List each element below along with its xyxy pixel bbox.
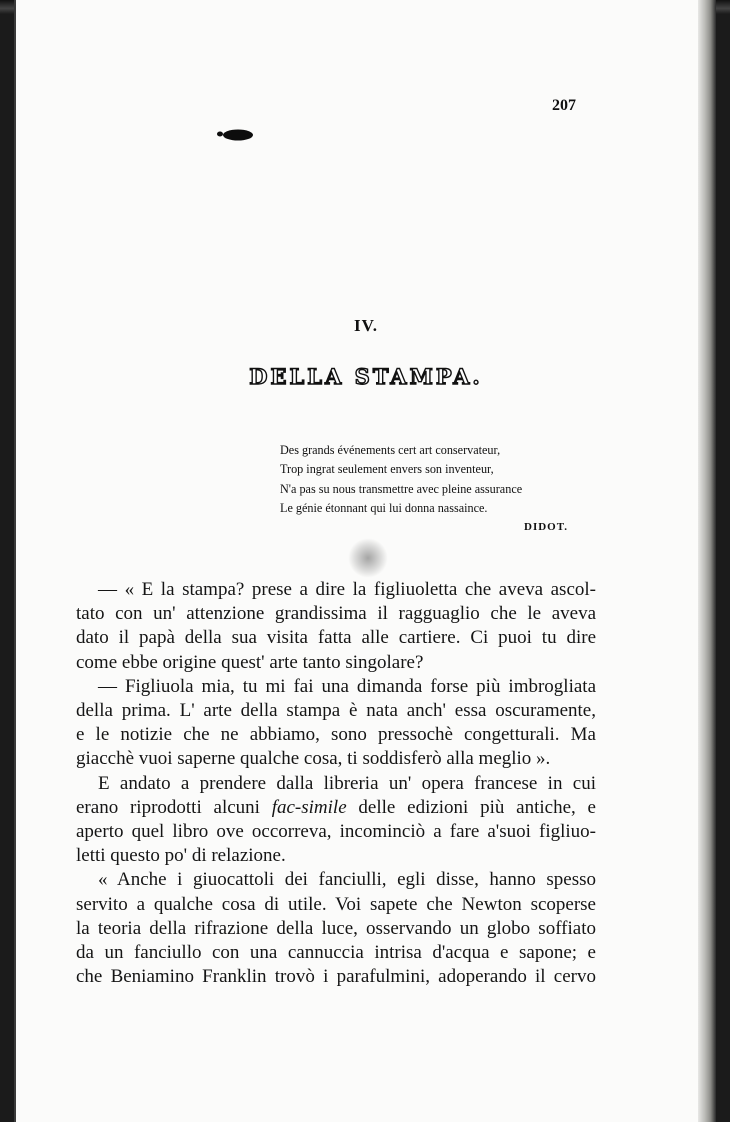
text-line: letti questo po' di relazione.: [76, 845, 286, 867]
text-line: « Anche i giuocattoli dei fanciulli, egli disse, hanno spesso: [98, 869, 596, 891]
paragraph: [76, 675, 596, 772]
epigraph-line: N'a pas su nous transmettre avec pleine assurance: [280, 481, 523, 496]
italic-term: fac-simile: [271, 796, 347, 818]
text-segment: delle edizioni più antiche, e: [346, 796, 596, 818]
paragraph: [76, 578, 596, 675]
chapter-title: DELLA STAMPA.: [249, 364, 483, 389]
ink-smudge: [348, 538, 388, 578]
body-text: [76, 578, 596, 989]
text-line: la teoria della rifrazione della luce, osservando un globo soffiato: [76, 917, 596, 939]
epigraph-line: Trop ingrat seulement envers son inventeur,: [280, 462, 494, 477]
paragraph: [76, 772, 596, 869]
text-line: e le notizie che ne abbiamo, sono pressochè congetturali. Ma: [76, 724, 596, 746]
text-line: — « E la stampa? prese a dire la figliuoletta che aveva ascol-: [98, 579, 596, 600]
epigraph: [280, 441, 580, 537]
text-line: aperto quel libro ove occorreva, incominciò a fare a'suoi figliuo-: [76, 821, 596, 843]
chapter-number: IV.: [354, 316, 378, 335]
text-line: servito a qualche cosa di utile. Voi sapete che Newton scoperse: [76, 893, 596, 915]
paragraph: [76, 868, 596, 989]
epigraph-line: Des grands événements cert art conservateur,: [280, 443, 501, 457]
page-gutter-shadow: [698, 0, 716, 1122]
book-page: [14, 0, 716, 1122]
text-segment: erano riprodotti alcuni: [76, 796, 272, 818]
ink-blot-mark: [212, 128, 256, 142]
text-line: — Figliuola mia, tu mi fai una dimanda forse più imbrogliata: [98, 675, 596, 697]
text-line: tato con un' attenzione grandissima il ragguaglio che le aveva: [76, 603, 596, 625]
text-line: E andato a prendere dalla libreria un' opera francese in cui: [98, 772, 596, 794]
text-line: della prima. L' arte della stampa è nata anch' essa oscuramente,: [76, 700, 596, 722]
text-line: dato il papà della sua visita fatta alle cartiere. Ci puoi tu dire: [76, 627, 596, 649]
text-line: [76, 796, 596, 820]
epigraph-line: Le génie étonnant qui lui donna nassaince.: [280, 500, 488, 515]
text-line: come ebbe origine quest' arte tanto singolare?: [76, 651, 424, 673]
text-line: giacchè vuoi saperne qualche cosa, ti soddisferò alla meglio ».: [76, 748, 551, 770]
text-line: da un fanciullo con una cannuccia intrisa d'acqua e sapone; e: [76, 942, 596, 964]
text-line: che Beniamino Franklin trovò i parafulmini, adoperando il cervo: [76, 966, 596, 988]
epigraph-attribution: DIDOT.: [524, 521, 568, 534]
page-number: 207: [552, 97, 576, 114]
